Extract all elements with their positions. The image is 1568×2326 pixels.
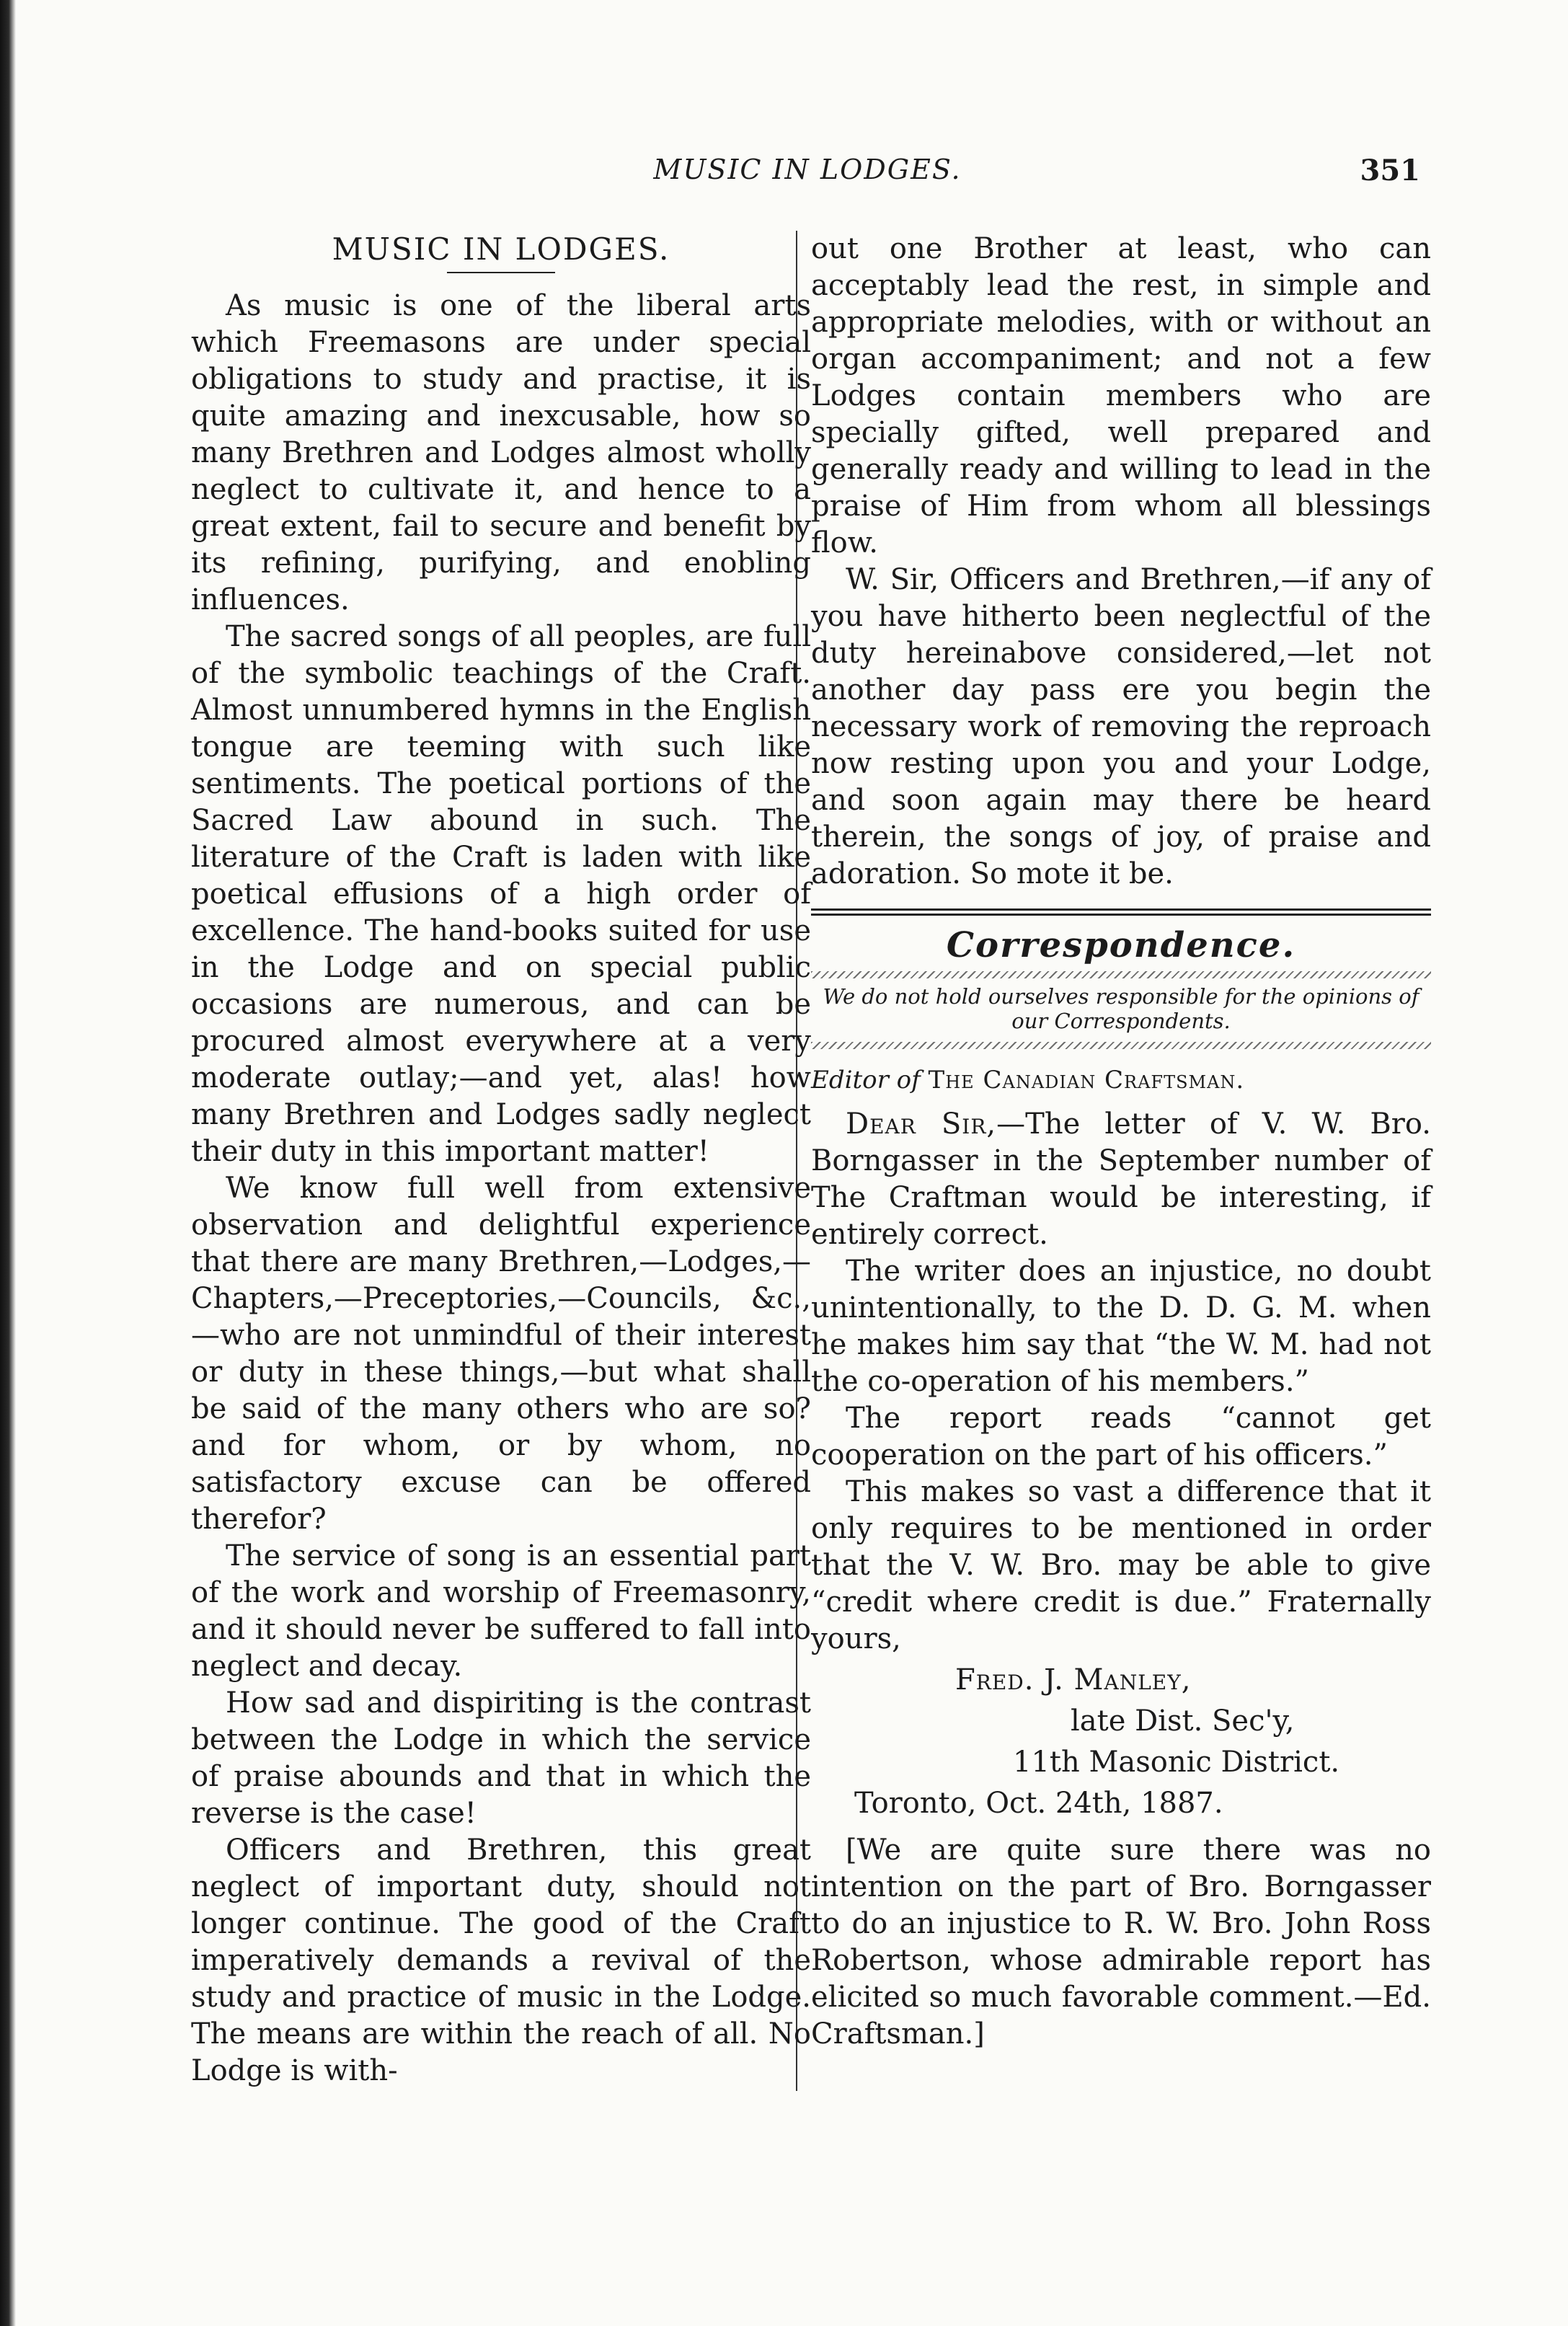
right-column: [811, 231, 1431, 2053]
letter-paragraph: The report reads “cannot get cooperation on the part of his officers.”: [811, 1402, 1431, 1472]
letter-opening: —The letter of V. W. Bro. Borngasser in the September number of The Craftman would be interesting, if entirely correct.: [811, 1107, 1431, 1251]
article-paragraph: We know full well from extensive observation and delightful experience that there are many Brethren,—Lodges,—Chapters,—Preceptories,—Councils, &c.,—who are not unmindful of their interest or duty in these things,—but what shall be said of the many others who are so? and for whom, or by whom, no satisfactory excuse can be offered therefor?: [191, 1172, 811, 1536]
book-spine-shadow: [0, 0, 16, 2326]
salutation: Dear Sir,: [846, 1107, 997, 1141]
editor-address: [811, 1062, 1431, 1099]
letter-paragraph: The writer does an injustice, no doubt unintentionally, to the D. D. G. M. when he makes him say that “the W. M. had not the co-operation of his members.”: [811, 1255, 1431, 1398]
article-paragraph: As music is one of the liberal arts which Freemasons are under special obligations to study and practise, it is quite amazing and inexcusable, how so many Brethren and Lodges almost wholly neglect to cultivate it, and hence to a great extent, fail to secure and benefit by its refining, purifying, and enobling influences.: [191, 289, 811, 616]
letter-date: Toronto, Oct. 24th, 1887.: [854, 1787, 1223, 1820]
section-divider: [811, 908, 1431, 916]
editor-prefix: Editor of: [811, 1066, 921, 1095]
article-continuation: W. Sir, Officers and Brethren,—if any of you have hitherto been neglectful of the duty hereinabove considered,—let not another day pass ere you begin the necessary work of removing the reproach now resting upon you and your Lodge, and soon again may there be heard therein, the songs of joy, of praise and adoration. So mote it be.: [811, 563, 1431, 890]
ornamental-rule: [811, 971, 1431, 978]
article-title: MUSIC IN LODGES.: [332, 231, 670, 267]
editor-publication: The Canadian Craftsman.: [928, 1066, 1245, 1095]
running-head: [195, 148, 1420, 198]
editor-note: [We are quite sure there was no intention on the part of Bro. Borngasser to do an injustice to R. W. Bro. John Ross Robertson, whose admirable report has elicited so much favorable comment.—Ed. Craftsman.]: [811, 1834, 1431, 2051]
signature-name: Fred. J. Manley,: [955, 1663, 1192, 1697]
signature-title: late Dist. Sec'y,: [1071, 1704, 1295, 1738]
article-paragraph: The service of song is an essential part of the work and worship of Freemasonry, and it should never be suffered to fall into neglect and decay.: [191, 1539, 811, 1683]
article-continuation: out one Brother at least, who can acceptably lead the rest, in simple and appropriate melodies, with or without an organ accompaniment; and not a few Lodges contain members who are specially gifted, well prepared and generally ready and willing to lead in the praise of Him from whom all blessings flow.: [811, 232, 1431, 560]
letter-paragraph: [811, 1106, 1431, 1253]
article-paragraph: How sad and dispiriting is the contrast between the Lodge in which the service of praise abounds and that in which the reverse is the case!: [191, 1686, 811, 1830]
title-rule: [447, 272, 555, 273]
article-paragraph: Officers and Brethren, this great neglect of important duty, should not longer continue. The good of the Craft imperatively demands a revival of the study and practice of music in the Lodge. The means are within the reach of all. No Lodge is with-: [191, 1834, 811, 2087]
letter-paragraph: This makes so vast a difference that it only requires to be mentioned in order that the V. W. Bro. may be able to give “credit where credit is due.” Fraternally yours,: [811, 1475, 1431, 1655]
correspondence-heading: Correspondence.: [946, 925, 1296, 965]
left-column: [191, 231, 811, 2090]
page-number: 351: [1360, 154, 1420, 187]
ornamental-rule: [811, 1042, 1431, 1049]
article-paragraph: The sacred songs of all peoples, are full of the symbolic teachings of the Craft. Almost unnumbered hymns in the English tongue are teeming with such like sentiments. The poetical portions of the Sacred Law abound in such. The literature of the Craft is laden with like poetical effusions of a high order of excellence. The hand-books suited for use in the Lodge and on special public occasions are numerous, and can be procured almost everywhere at a very moderate outlay;—and yet, alas! how many Brethren and Lodges sadly neglect their duty in this important matter!: [191, 620, 811, 1168]
correspondence-disclaimer: We do not hold ourselves responsible for the opinions of our Correspondents.: [823, 984, 1419, 1033]
running-title: MUSIC IN LODGES.: [653, 154, 962, 185]
signature-district: 11th Masonic District.: [1013, 1746, 1340, 1779]
